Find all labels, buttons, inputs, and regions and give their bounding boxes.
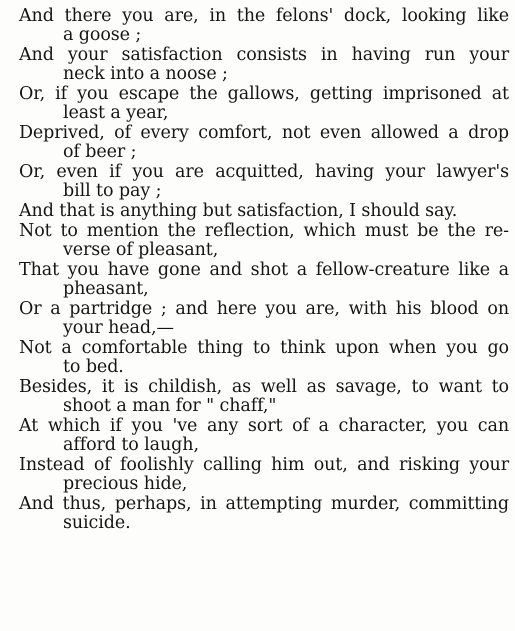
- verse-line-9: Or a partridge ; and here you are, with his blood on: [19, 299, 509, 319]
- verse-line-9-continuation: your head,—: [63, 318, 174, 338]
- verse-line-10-continuation: to bed.: [63, 357, 124, 377]
- verse-line-3-continuation: least a year,: [63, 103, 169, 123]
- verse-line-1: And there you are, in the felons' dock, looking like: [19, 6, 509, 26]
- poem-text: [19, 6, 509, 533]
- verse-line-8-continuation: pheasant,: [63, 279, 149, 299]
- verse-line-3: Or, if you escape the gallows, getting imprisoned at: [19, 84, 509, 104]
- verse-line-13-continuation: precious hide,: [63, 474, 188, 494]
- verse-line-7: Not to mention the reflection, which must be the re-: [19, 221, 509, 241]
- verse-line-7-continuation: verse of pleasant,: [63, 240, 219, 260]
- verse-line-11: Besides, it is childish, as well as savage, to want to: [19, 377, 509, 397]
- verse-line-2-continuation: neck into a noose ;: [63, 64, 228, 84]
- verse-line-6: And that is anything but satisfaction, I should say.: [19, 201, 458, 221]
- verse-line-10: Not a comfortable thing to think upon when you go: [19, 338, 509, 358]
- verse-line-8: That you have gone and shot a fellow-creature like a: [19, 260, 509, 280]
- verse-line-11-continuation: shoot a man for " chaff,": [63, 396, 277, 416]
- verse-line-5: Or, even if you are acquitted, having your lawyer's: [19, 162, 509, 182]
- verse-line-14-continuation: suicide.: [63, 513, 131, 533]
- verse-line-4: Deprived, of every comfort, not even allowed a drop: [19, 123, 509, 143]
- verse-line-1-continuation: a goose ;: [63, 25, 142, 45]
- verse-line-12: At which if you 've any sort of a character, you can: [19, 416, 509, 436]
- verse-line-13: Instead of foolishly calling him out, and risking your: [19, 455, 509, 475]
- verse-line-14: And thus, perhaps, in attempting murder, committing: [19, 494, 509, 514]
- verse-line-4-continuation: of beer ;: [63, 142, 137, 162]
- verse-line-2: And your satisfaction consists in having run your: [19, 45, 509, 65]
- verse-line-5-continuation: bill to pay ;: [63, 181, 162, 201]
- verse-line-12-continuation: afford to laugh,: [63, 435, 199, 455]
